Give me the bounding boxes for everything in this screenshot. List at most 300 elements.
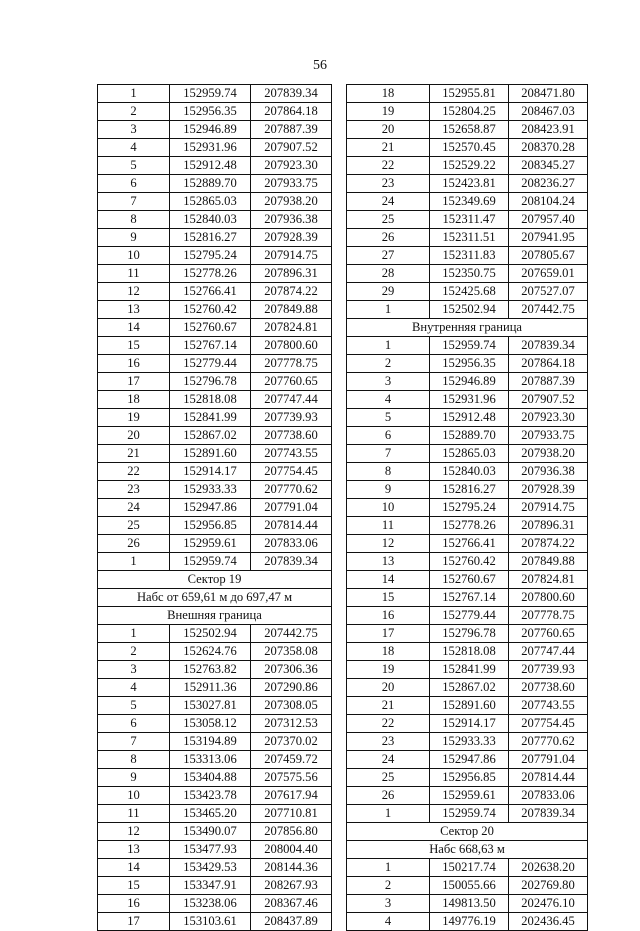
coordinate-x: 152760.67 — [430, 571, 509, 589]
point-number: 28 — [347, 265, 430, 283]
coordinate-x: 153404.88 — [170, 769, 251, 787]
table-row — [347, 607, 588, 625]
coordinate-x: 152349.69 — [430, 193, 509, 211]
point-number: 9 — [98, 769, 170, 787]
page-number: 56 — [313, 58, 327, 73]
coordinate-y: 207914.75 — [251, 247, 332, 265]
point-number: 11 — [347, 517, 430, 535]
coordinate-y: 208267.93 — [251, 877, 332, 895]
coordinate-y: 207754.45 — [251, 463, 332, 481]
coordinate-x: 152423.81 — [430, 175, 509, 193]
coordinate-y: 207933.75 — [509, 427, 588, 445]
point-number: 26 — [98, 535, 170, 553]
coordinate-y: 208423.91 — [509, 121, 588, 139]
coordinate-x: 152933.33 — [170, 481, 251, 499]
table-row — [98, 751, 332, 769]
coordinate-y: 207308.05 — [251, 697, 332, 715]
coordinate-y: 207739.93 — [251, 409, 332, 427]
point-number: 18 — [347, 85, 430, 103]
point-number: 11 — [98, 265, 170, 283]
point-number: 13 — [347, 553, 430, 571]
coordinate-y: 207864.18 — [251, 103, 332, 121]
point-number: 3 — [347, 895, 430, 913]
coordinate-y: 207739.93 — [509, 661, 588, 679]
coordinate-y: 207833.06 — [509, 787, 588, 805]
table-row — [347, 535, 588, 553]
coordinate-x: 150055.66 — [430, 877, 509, 895]
point-number: 24 — [347, 751, 430, 769]
coordinate-y: 208104.24 — [509, 193, 588, 211]
coordinate-x: 152946.89 — [170, 121, 251, 139]
table-row — [98, 247, 332, 265]
point-number: 3 — [347, 373, 430, 391]
coordinate-x: 152956.85 — [170, 517, 251, 535]
point-number: 13 — [98, 301, 170, 319]
table-row — [98, 481, 332, 499]
coordinate-x: 152959.74 — [430, 337, 509, 355]
point-number: 4 — [98, 139, 170, 157]
coordinate-x: 152955.81 — [430, 85, 509, 103]
point-number: 16 — [98, 895, 170, 913]
table-row — [98, 193, 332, 211]
coordinate-y: 207814.44 — [251, 517, 332, 535]
coordinate-y: 207527.07 — [509, 283, 588, 301]
table-row — [98, 553, 332, 571]
coordinate-x: 152818.08 — [170, 391, 251, 409]
point-number: 1 — [347, 337, 430, 355]
table-row — [98, 877, 332, 895]
coordinate-y: 208345.27 — [509, 157, 588, 175]
coordinate-x: 152959.61 — [430, 787, 509, 805]
coordinate-x: 152959.74 — [170, 85, 251, 103]
coordinate-x: 153465.20 — [170, 805, 251, 823]
table-row — [98, 391, 332, 409]
table-row — [347, 895, 588, 913]
coordinate-x: 152779.44 — [170, 355, 251, 373]
point-number: 4 — [347, 913, 430, 931]
table-row — [98, 157, 332, 175]
table-row — [347, 211, 588, 229]
coordinates-table-right — [346, 84, 588, 931]
coordinate-x: 152841.99 — [430, 661, 509, 679]
coordinate-x: 152818.08 — [430, 643, 509, 661]
table-row — [347, 85, 588, 103]
point-number: 21 — [98, 445, 170, 463]
coordinate-y: 207928.39 — [509, 481, 588, 499]
coordinate-y: 202436.45 — [509, 913, 588, 931]
table-row — [347, 715, 588, 733]
table-row — [98, 499, 332, 517]
coordinate-y: 207856.80 — [251, 823, 332, 841]
table-row — [347, 769, 588, 787]
coordinate-x: 152763.82 — [170, 661, 251, 679]
coordinate-x: 152956.35 — [170, 103, 251, 121]
point-number: 25 — [347, 769, 430, 787]
table-row — [347, 427, 588, 445]
table-row — [347, 553, 588, 571]
point-number: 17 — [98, 913, 170, 931]
table-row — [98, 85, 332, 103]
coordinate-y: 207887.39 — [509, 373, 588, 391]
coordinate-y: 207743.55 — [251, 445, 332, 463]
coordinate-x: 152767.14 — [170, 337, 251, 355]
point-number: 1 — [347, 805, 430, 823]
point-number: 3 — [98, 121, 170, 139]
coordinate-y: 207896.31 — [509, 517, 588, 535]
coordinate-x: 152931.96 — [430, 391, 509, 409]
table-row — [98, 859, 332, 877]
table-row — [347, 517, 588, 535]
coordinate-x: 152959.74 — [430, 805, 509, 823]
coordinate-y: 207874.22 — [251, 283, 332, 301]
point-number: 26 — [347, 229, 430, 247]
coordinate-x: 152912.48 — [430, 409, 509, 427]
point-number: 17 — [98, 373, 170, 391]
section-header: Внешняя граница — [98, 607, 332, 625]
point-number: 19 — [347, 661, 430, 679]
coordinate-x: 152529.22 — [430, 157, 509, 175]
coordinate-y: 207938.20 — [509, 445, 588, 463]
table-row — [347, 625, 588, 643]
table-row — [98, 427, 332, 445]
coordinate-y: 207312.53 — [251, 715, 332, 733]
point-number: 22 — [98, 463, 170, 481]
section-header-row — [347, 841, 588, 859]
table-row — [98, 337, 332, 355]
point-number: 21 — [347, 139, 430, 157]
point-number: 19 — [347, 103, 430, 121]
coordinate-x: 152804.25 — [430, 103, 509, 121]
table-row — [347, 355, 588, 373]
table-row — [98, 121, 332, 139]
coordinate-y: 207306.36 — [251, 661, 332, 679]
point-number: 1 — [98, 625, 170, 643]
point-number: 8 — [347, 463, 430, 481]
coordinate-x: 153238.06 — [170, 895, 251, 913]
coordinate-x: 152425.68 — [430, 283, 509, 301]
coordinate-y: 207754.45 — [509, 715, 588, 733]
coordinate-y: 202476.10 — [509, 895, 588, 913]
table-row — [98, 445, 332, 463]
coordinate-y: 208471.80 — [509, 85, 588, 103]
table-row — [347, 373, 588, 391]
table-row — [98, 283, 332, 301]
point-number: 15 — [347, 589, 430, 607]
coordinate-x: 153347.91 — [170, 877, 251, 895]
coordinate-y: 207710.81 — [251, 805, 332, 823]
table-row — [347, 859, 588, 877]
coordinate-y: 207770.62 — [251, 481, 332, 499]
table-row — [347, 445, 588, 463]
point-number: 10 — [98, 247, 170, 265]
table-row — [98, 319, 332, 337]
point-number: 22 — [347, 715, 430, 733]
coordinate-y: 207747.44 — [251, 391, 332, 409]
point-number: 7 — [347, 445, 430, 463]
coordinate-y: 207814.44 — [509, 769, 588, 787]
point-number: 9 — [347, 481, 430, 499]
coordinate-y: 207290.86 — [251, 679, 332, 697]
coordinate-x: 152959.74 — [170, 553, 251, 571]
coordinate-x: 153058.12 — [170, 715, 251, 733]
coordinate-x: 153027.81 — [170, 697, 251, 715]
table-row — [347, 157, 588, 175]
coordinate-x: 153490.07 — [170, 823, 251, 841]
table-row — [98, 463, 332, 481]
coordinate-x: 152311.83 — [430, 247, 509, 265]
point-number: 6 — [98, 175, 170, 193]
coordinate-x: 152795.24 — [170, 247, 251, 265]
point-number: 7 — [98, 733, 170, 751]
coordinate-y: 207800.60 — [509, 589, 588, 607]
table-row — [347, 643, 588, 661]
coordinate-x: 152912.48 — [170, 157, 251, 175]
table-row — [98, 841, 332, 859]
coordinate-y: 207914.75 — [509, 499, 588, 517]
point-number: 2 — [98, 103, 170, 121]
point-number: 5 — [98, 697, 170, 715]
table-row — [347, 697, 588, 715]
table-row — [347, 175, 588, 193]
coordinate-y: 202769.80 — [509, 877, 588, 895]
coordinate-x: 152796.78 — [430, 625, 509, 643]
coordinate-y: 207874.22 — [509, 535, 588, 553]
coordinate-x: 152766.41 — [430, 535, 509, 553]
point-number: 25 — [98, 517, 170, 535]
point-number: 12 — [98, 283, 170, 301]
table-row — [347, 265, 588, 283]
section-header-row — [98, 589, 332, 607]
coordinate-x: 152624.76 — [170, 643, 251, 661]
coordinate-y: 207791.04 — [251, 499, 332, 517]
point-number: 29 — [347, 283, 430, 301]
coordinate-x: 153103.61 — [170, 913, 251, 931]
point-number: 1 — [98, 553, 170, 571]
table-row — [98, 229, 332, 247]
coordinate-x: 153194.89 — [170, 733, 251, 751]
coordinate-x: 152865.03 — [430, 445, 509, 463]
coordinate-y: 207370.02 — [251, 733, 332, 751]
point-number: 1 — [347, 859, 430, 877]
coordinate-x: 150217.74 — [430, 859, 509, 877]
coordinate-y: 207617.94 — [251, 787, 332, 805]
point-number: 20 — [347, 121, 430, 139]
table-row — [347, 103, 588, 121]
point-number: 14 — [98, 859, 170, 877]
point-number: 5 — [347, 409, 430, 427]
point-number: 26 — [347, 787, 430, 805]
coordinate-y: 207659.01 — [509, 265, 588, 283]
table-row — [347, 481, 588, 499]
table-row — [98, 103, 332, 121]
table-row — [347, 787, 588, 805]
coordinate-y: 207778.75 — [509, 607, 588, 625]
coordinate-y: 207839.34 — [509, 805, 588, 823]
section-header-row — [98, 607, 332, 625]
point-number: 10 — [347, 499, 430, 517]
coordinate-x: 152891.60 — [430, 697, 509, 715]
coordinate-y: 207805.67 — [509, 247, 588, 265]
coordinate-y: 207791.04 — [509, 751, 588, 769]
coordinate-y: 207575.56 — [251, 769, 332, 787]
table-row — [98, 715, 332, 733]
point-number: 23 — [347, 175, 430, 193]
table-row — [98, 733, 332, 751]
table-row — [347, 805, 588, 823]
coordinate-x: 152914.17 — [170, 463, 251, 481]
coordinate-y: 207923.30 — [251, 157, 332, 175]
table-row — [347, 409, 588, 427]
coordinate-x: 153313.06 — [170, 751, 251, 769]
coordinate-x: 152889.70 — [430, 427, 509, 445]
point-number: 15 — [98, 337, 170, 355]
point-number: 23 — [98, 481, 170, 499]
coordinate-x: 152795.24 — [430, 499, 509, 517]
section-header-row — [347, 823, 588, 841]
coordinate-y: 207936.38 — [509, 463, 588, 481]
table-row — [347, 229, 588, 247]
table-row — [347, 661, 588, 679]
point-number: 1 — [347, 301, 430, 319]
section-header: Внутренняя граница — [347, 319, 588, 337]
coordinate-x: 152778.26 — [170, 265, 251, 283]
table-row — [98, 517, 332, 535]
coordinate-y: 207358.08 — [251, 643, 332, 661]
point-number: 23 — [347, 733, 430, 751]
coordinate-y: 207941.95 — [509, 229, 588, 247]
point-number: 11 — [98, 805, 170, 823]
coordinate-y: 208236.27 — [509, 175, 588, 193]
table-row — [347, 337, 588, 355]
coordinate-x: 152502.94 — [430, 301, 509, 319]
coordinate-y: 207849.88 — [251, 301, 332, 319]
table-row — [98, 661, 332, 679]
coordinate-y: 207936.38 — [251, 211, 332, 229]
table-row — [98, 355, 332, 373]
point-number: 14 — [347, 571, 430, 589]
coordinate-x: 152350.75 — [430, 265, 509, 283]
coordinate-y: 207849.88 — [509, 553, 588, 571]
coordinate-y: 207896.31 — [251, 265, 332, 283]
point-number: 27 — [347, 247, 430, 265]
table-row — [98, 805, 332, 823]
coordinate-x: 152946.89 — [430, 373, 509, 391]
point-number: 14 — [98, 319, 170, 337]
point-number: 2 — [347, 355, 430, 373]
coordinate-x: 152841.99 — [170, 409, 251, 427]
table-row — [347, 283, 588, 301]
coordinate-x: 153423.78 — [170, 787, 251, 805]
coordinate-x: 153429.53 — [170, 859, 251, 877]
coordinate-y: 208144.36 — [251, 859, 332, 877]
point-number: 8 — [98, 751, 170, 769]
coordinate-y: 207928.39 — [251, 229, 332, 247]
section-header: Набс 668,63 м — [347, 841, 588, 859]
coordinate-x: 152760.42 — [430, 553, 509, 571]
coordinate-y: 207760.65 — [509, 625, 588, 643]
point-number: 13 — [98, 841, 170, 859]
point-number: 8 — [98, 211, 170, 229]
section-header: Сектор 19 — [98, 571, 332, 589]
point-number: 25 — [347, 211, 430, 229]
coordinate-x: 152867.02 — [430, 679, 509, 697]
coordinate-x: 152570.45 — [430, 139, 509, 157]
point-number: 4 — [98, 679, 170, 697]
coordinate-y: 207738.60 — [251, 427, 332, 445]
coordinate-x: 149776.19 — [430, 913, 509, 931]
table-row — [347, 391, 588, 409]
table-row — [98, 895, 332, 913]
point-number: 22 — [347, 157, 430, 175]
coordinate-x: 152816.27 — [170, 229, 251, 247]
table-row — [347, 589, 588, 607]
table-row — [347, 499, 588, 517]
coordinate-y: 207770.62 — [509, 733, 588, 751]
section-header: Сектор 20 — [347, 823, 588, 841]
section-header-row — [98, 571, 332, 589]
table-row — [98, 211, 332, 229]
table-row — [347, 139, 588, 157]
point-number: 21 — [347, 697, 430, 715]
table-row — [98, 139, 332, 157]
coordinate-y: 207907.52 — [509, 391, 588, 409]
table-row — [347, 877, 588, 895]
point-number: 1 — [98, 85, 170, 103]
table-row — [98, 373, 332, 391]
point-number: 18 — [98, 391, 170, 409]
table-row — [98, 265, 332, 283]
table-row — [98, 697, 332, 715]
point-number: 12 — [98, 823, 170, 841]
coordinate-x: 152766.41 — [170, 283, 251, 301]
table-row — [347, 679, 588, 697]
coordinate-y: 207442.75 — [251, 625, 332, 643]
coordinate-y: 207833.06 — [251, 535, 332, 553]
coordinate-y: 207839.34 — [251, 553, 332, 571]
point-number: 24 — [347, 193, 430, 211]
coordinate-y: 207747.44 — [509, 643, 588, 661]
coordinate-y: 207800.60 — [251, 337, 332, 355]
coordinate-y: 207933.75 — [251, 175, 332, 193]
table-row — [347, 247, 588, 265]
coordinate-x: 152658.87 — [430, 121, 509, 139]
point-number: 24 — [98, 499, 170, 517]
coordinate-x: 152779.44 — [430, 607, 509, 625]
table-row — [347, 571, 588, 589]
coordinate-x: 152933.33 — [430, 733, 509, 751]
coordinate-x: 152889.70 — [170, 175, 251, 193]
coordinate-x: 152947.86 — [170, 499, 251, 517]
point-number: 6 — [347, 427, 430, 445]
coordinate-y: 207778.75 — [251, 355, 332, 373]
coordinate-x: 153477.93 — [170, 841, 251, 859]
coordinate-y: 207839.34 — [509, 337, 588, 355]
point-number: 19 — [98, 409, 170, 427]
table-row — [347, 121, 588, 139]
coordinate-x: 152840.03 — [170, 211, 251, 229]
coordinate-y: 208367.46 — [251, 895, 332, 913]
point-number: 20 — [98, 427, 170, 445]
coordinate-y: 207957.40 — [509, 211, 588, 229]
coordinate-x: 149813.50 — [430, 895, 509, 913]
section-header: Набс от 659,61 м до 697,47 м — [98, 589, 332, 607]
point-number: 6 — [98, 715, 170, 733]
table-row — [347, 301, 588, 319]
coordinate-x: 152767.14 — [430, 589, 509, 607]
point-number: 3 — [98, 661, 170, 679]
point-number: 16 — [347, 607, 430, 625]
table-row — [98, 643, 332, 661]
